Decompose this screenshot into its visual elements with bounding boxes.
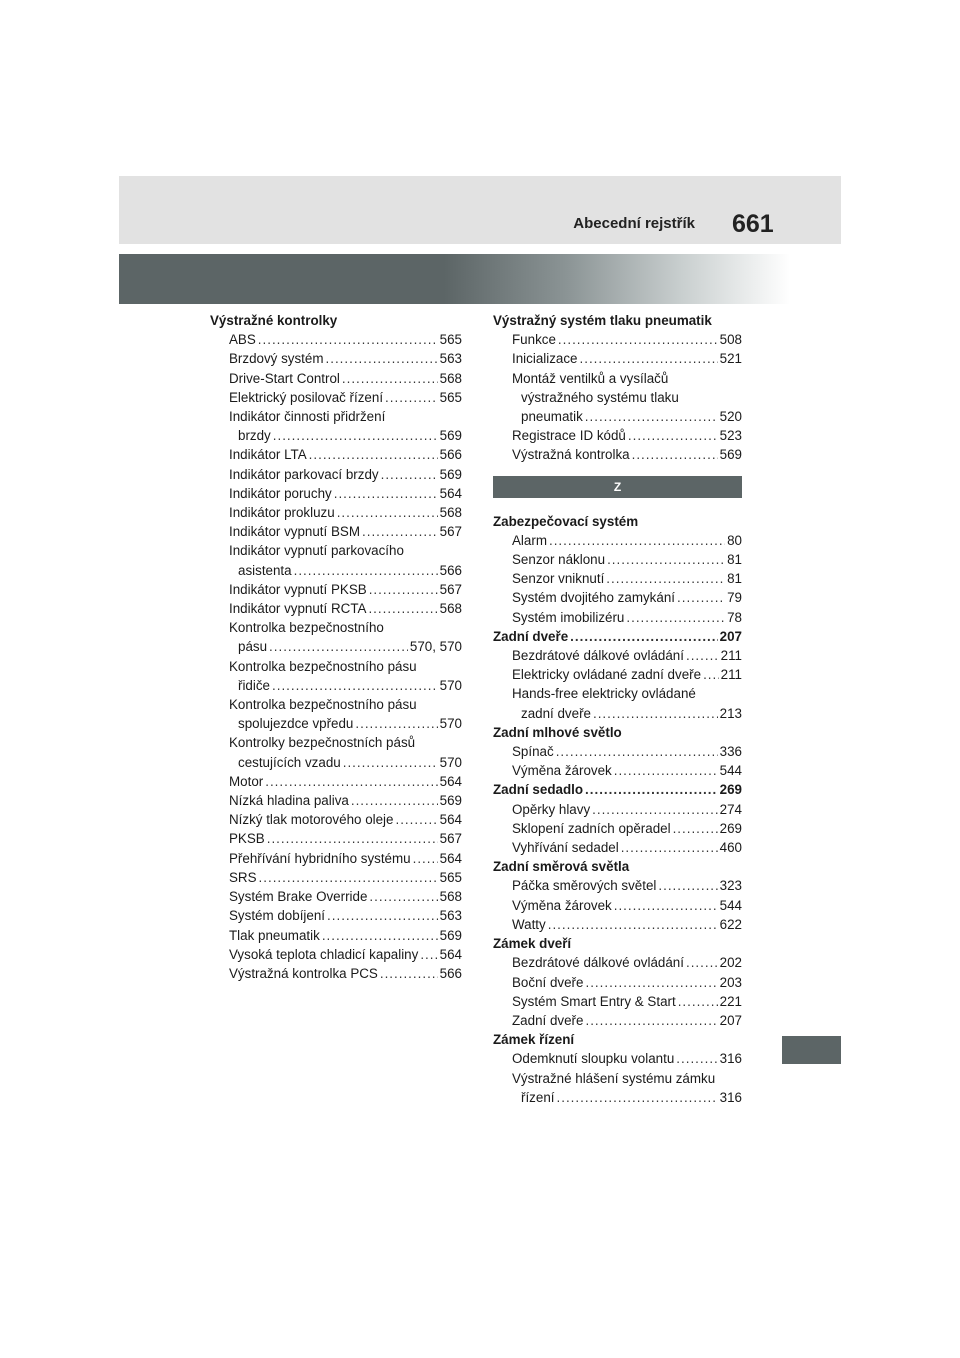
page-reference: 564 xyxy=(439,485,462,501)
page-reference: 568 xyxy=(439,370,462,386)
index-subentry xyxy=(493,953,742,972)
dot-leader xyxy=(585,1011,717,1030)
index-subentry xyxy=(493,742,742,761)
page-reference: 570 xyxy=(439,716,462,732)
entry-text: Indikátor vypnutí BSM xyxy=(229,524,360,540)
page-reference: 80 xyxy=(727,532,742,548)
page-reference: 78 xyxy=(727,609,742,625)
index-subentry xyxy=(210,753,462,772)
index-heading xyxy=(493,512,742,531)
index-subentry xyxy=(493,1088,742,1107)
page-reference: 569 xyxy=(719,447,742,463)
entry-text: ABS xyxy=(229,332,256,348)
entry-text: Spínač xyxy=(512,744,554,760)
index-subentry xyxy=(493,445,742,464)
dot-leader xyxy=(557,1088,718,1107)
entry-text: výstražného systému tlaku xyxy=(521,389,679,405)
index-subentry xyxy=(210,637,462,656)
dot-leader xyxy=(294,561,438,580)
entry-text: PKSB xyxy=(229,831,265,847)
dot-leader xyxy=(686,953,718,972)
entry-text: Sklopení zadních opěradel xyxy=(512,820,671,836)
entry-text: Senzor náklonu xyxy=(512,552,606,568)
page-reference: 523 xyxy=(719,428,742,444)
entry-text: Výstražný systém tlaku pneumatik xyxy=(493,313,712,328)
entry-text: Systém dobíjení xyxy=(229,908,326,924)
dot-leader xyxy=(385,388,438,407)
dot-leader xyxy=(369,580,438,599)
index-subentry xyxy=(210,714,462,733)
index-subentry xyxy=(210,522,462,541)
dot-leader xyxy=(621,838,718,857)
index-subentry xyxy=(493,684,742,703)
page-reference: 520 xyxy=(719,409,742,425)
page-reference: 460 xyxy=(719,840,742,856)
entry-text: Indikátor prokluzu xyxy=(229,505,335,521)
entry-text: Indikátor vypnutí parkovacího xyxy=(229,543,404,559)
dot-leader xyxy=(413,849,438,868)
entry-text: Systém Brake Override xyxy=(229,889,368,905)
index-subentry xyxy=(493,992,742,1011)
index-subentry xyxy=(210,465,462,484)
index-heading xyxy=(493,723,742,742)
page-reference: 569 xyxy=(439,793,462,809)
index-subentry xyxy=(493,646,742,665)
dot-leader xyxy=(686,646,719,665)
index-heading xyxy=(493,857,742,876)
entry-text: Výstražná kontrolka xyxy=(512,447,630,463)
entry-text: Kontrolka bezpečnostního pásu xyxy=(229,658,417,674)
entry-text: Elektricky ovládané zadní dveře xyxy=(512,667,702,683)
entry-text: Elektrický posilovač řízení xyxy=(229,389,384,405)
dot-leader xyxy=(673,819,718,838)
index-subentry xyxy=(210,561,462,580)
page-reference: 81 xyxy=(727,571,742,587)
dot-leader xyxy=(585,407,718,426)
index-subentry xyxy=(493,896,742,915)
index-subentry xyxy=(493,1011,742,1030)
page-reference: 336 xyxy=(719,744,742,760)
entry-text: Kontrolka bezpečnostního xyxy=(229,620,384,636)
index-subentry xyxy=(493,800,742,819)
index-subentry xyxy=(493,550,742,569)
index-subentry xyxy=(493,665,742,684)
dot-leader xyxy=(337,503,438,522)
dot-leader xyxy=(585,973,717,992)
entry-text: Kontrolky bezpečnostních pásů xyxy=(229,735,416,751)
entry-text: Watty xyxy=(512,916,546,932)
entry-text: Drive-Start Control xyxy=(229,370,340,386)
entry-text: Indikátor vypnutí PKSB xyxy=(229,581,367,597)
entry-text: Nízká hladina paliva xyxy=(229,793,349,809)
page-reference: 570 xyxy=(439,677,462,693)
entry-text: Výstražná kontrolka PCS xyxy=(229,965,378,981)
index-column-right xyxy=(493,311,742,1107)
page-reference: 569 xyxy=(439,927,462,943)
page-reference: 569 xyxy=(439,428,462,444)
page-reference: 566 xyxy=(439,562,462,578)
index-subentry xyxy=(210,964,462,983)
entry-text: Páčka směrových světel xyxy=(512,878,657,894)
index-subentry xyxy=(210,849,462,868)
page-reference: 569 xyxy=(439,466,462,482)
index-subentry xyxy=(210,829,462,848)
index-subentry xyxy=(210,887,462,906)
page-reference: 274 xyxy=(719,801,742,817)
entry-text: Inicializace xyxy=(512,351,578,367)
page-reference: 564 xyxy=(439,946,462,962)
entry-text: Vyhřívání sedadel xyxy=(512,840,619,856)
index-subentry xyxy=(493,407,742,426)
dot-leader xyxy=(368,599,437,618)
index-subentry xyxy=(210,580,462,599)
index-subentry xyxy=(493,973,742,992)
page-reference: 202 xyxy=(719,955,742,971)
entry-text: Systém dvojitého zamykání xyxy=(512,590,675,606)
dot-leader xyxy=(592,800,718,819)
dot-leader xyxy=(548,915,718,934)
dot-leader xyxy=(351,791,438,810)
dot-leader xyxy=(606,569,725,588)
page-reference: 269 xyxy=(719,820,742,836)
entry-text: SRS xyxy=(229,869,257,885)
page-reference: 622 xyxy=(719,916,742,932)
entry-text: Boční dveře xyxy=(512,974,584,990)
entry-text: Zámek řízení xyxy=(493,1032,575,1048)
page-reference: 563 xyxy=(439,351,462,367)
dot-leader xyxy=(265,772,437,791)
page-reference: 565 xyxy=(439,869,462,885)
index-subentry xyxy=(493,761,742,780)
dot-leader xyxy=(272,676,438,695)
entry-text: Senzor vniknutí xyxy=(512,571,605,587)
index-subentry xyxy=(493,330,742,349)
dot-leader xyxy=(549,531,725,550)
entry-text: pásu xyxy=(238,639,268,655)
entry-text: Systém Smart Entry & Start xyxy=(512,993,676,1009)
page-reference: 565 xyxy=(439,389,462,405)
page-reference: 564 xyxy=(439,773,462,789)
entry-text: Indikátor činnosti přidržení xyxy=(229,409,386,425)
page-reference: 79 xyxy=(727,590,742,606)
index-heading xyxy=(493,1030,742,1049)
page-reference: 566 xyxy=(439,965,462,981)
dot-leader xyxy=(309,445,438,464)
dot-leader xyxy=(558,330,718,349)
dot-leader xyxy=(259,868,438,887)
entry-text: Indikátor vypnutí RCTA xyxy=(229,601,367,617)
index-heading xyxy=(493,780,742,799)
index-subentry xyxy=(210,618,462,637)
page-number: 661 xyxy=(732,210,774,238)
index-column-left xyxy=(210,311,462,983)
index-heading xyxy=(493,934,742,953)
index-subentry xyxy=(210,599,462,618)
entry-text: Motor xyxy=(229,773,264,789)
entry-text: Kontrolka bezpečnostního pásu xyxy=(229,697,417,713)
entry-text: Zadní dveře xyxy=(512,1012,584,1028)
entry-text: pneumatik xyxy=(521,409,583,425)
index-subentry xyxy=(210,503,462,522)
index-heading xyxy=(210,311,462,330)
index-subentry xyxy=(493,588,742,607)
index-subentry xyxy=(210,541,462,560)
index-subentry xyxy=(493,876,742,895)
entry-text: Registrace ID kódů xyxy=(512,428,626,444)
dot-leader xyxy=(632,445,718,464)
dot-leader xyxy=(585,780,718,799)
index-subentry xyxy=(210,657,462,676)
page-reference: 567 xyxy=(439,524,462,540)
page-reference: 567 xyxy=(439,581,462,597)
dot-leader xyxy=(420,945,437,964)
dot-leader xyxy=(327,906,438,925)
page-reference: 570, 570 xyxy=(409,639,462,655)
page-reference: 544 xyxy=(719,897,742,913)
index-subentry xyxy=(493,1069,742,1088)
entry-text: Zadní sedadlo xyxy=(493,782,584,798)
index-subentry xyxy=(210,484,462,503)
entry-text: Opěrky hlavy xyxy=(512,801,591,817)
entry-text: Indikátor parkovací brzdy xyxy=(229,466,379,482)
entry-text: spolujezdce vpředu xyxy=(238,716,354,732)
entry-text: Vysoká teplota chladicí kapaliny xyxy=(229,946,419,962)
dot-leader xyxy=(556,742,718,761)
dot-leader xyxy=(614,761,718,780)
index-subentry xyxy=(210,868,462,887)
page-reference: 568 xyxy=(439,889,462,905)
index-subentry xyxy=(210,407,462,426)
entry-text: asistenta xyxy=(238,562,292,578)
dot-leader xyxy=(703,665,719,684)
index-entry-list xyxy=(493,311,742,465)
dot-leader xyxy=(658,876,717,895)
entry-text: Brzdový systém xyxy=(229,351,324,367)
dot-leader xyxy=(355,714,437,733)
entry-text: Funkce xyxy=(512,332,556,348)
index-subentry xyxy=(493,819,742,838)
page-reference: 213 xyxy=(719,705,742,721)
index-heading xyxy=(493,627,742,646)
page-reference: 565 xyxy=(439,332,462,348)
page-reference: 570 xyxy=(439,754,462,770)
dot-leader xyxy=(677,588,725,607)
dot-leader xyxy=(343,753,438,772)
page-reference: 568 xyxy=(439,505,462,521)
entry-text: Indikátor poruchy xyxy=(229,485,332,501)
index-subentry xyxy=(210,810,462,829)
page-reference: 207 xyxy=(719,628,742,644)
dot-leader xyxy=(607,550,725,569)
index-subentry xyxy=(210,926,462,945)
dot-leader xyxy=(322,926,438,945)
dot-leader xyxy=(273,426,438,445)
index-subentry xyxy=(210,330,462,349)
page-reference: 211 xyxy=(720,648,742,664)
index-entry-list xyxy=(210,311,462,983)
dot-leader xyxy=(676,1049,717,1068)
entry-text: zadní dveře xyxy=(521,705,591,721)
entry-text: Systém imobilizéru xyxy=(512,609,625,625)
page-reference: 567 xyxy=(439,831,462,847)
index-subentry xyxy=(210,349,462,368)
page-reference: 566 xyxy=(439,447,462,463)
entry-text: Výměna žárovek xyxy=(512,763,612,779)
index-subentry xyxy=(493,915,742,934)
entry-text: řidiče xyxy=(238,677,270,693)
page-reference: 563 xyxy=(439,908,462,924)
index-subentry xyxy=(210,388,462,407)
section-title: Abecední rejstřík xyxy=(573,215,695,232)
entry-text: Alarm xyxy=(512,532,547,548)
page-reference: 568 xyxy=(439,601,462,617)
index-subentry xyxy=(210,695,462,714)
dot-leader xyxy=(395,810,437,829)
index-subentry xyxy=(493,1049,742,1068)
dot-leader xyxy=(369,887,437,906)
page-reference: 81 xyxy=(727,552,742,568)
index-subentry xyxy=(493,349,742,368)
entry-text: Zabezpečovací systém xyxy=(493,513,639,529)
page-reference: 316 xyxy=(719,1051,742,1067)
index-subentry xyxy=(493,838,742,857)
dot-leader xyxy=(580,349,718,368)
entry-text: Bezdrátové dálkové ovládání xyxy=(512,648,684,664)
index-subentry xyxy=(493,369,742,388)
index-subentry xyxy=(493,426,742,445)
entry-text: Zadní mlhové světlo xyxy=(493,724,622,740)
index-subentry xyxy=(210,945,462,964)
entry-text: Zadní dveře xyxy=(493,628,569,644)
dot-leader xyxy=(381,465,438,484)
index-subentry xyxy=(210,906,462,925)
index-subentry xyxy=(493,388,742,407)
page-reference: 544 xyxy=(719,763,742,779)
page-reference: 316 xyxy=(719,1089,742,1105)
page-reference: 211 xyxy=(720,667,742,683)
dot-leader xyxy=(267,829,438,848)
thumb-index-tab xyxy=(782,1036,841,1064)
index-heading xyxy=(493,311,742,330)
dot-leader xyxy=(628,426,718,445)
entry-text: Zámek dveří xyxy=(493,936,572,952)
entry-text: brzdy xyxy=(238,428,271,444)
dot-leader xyxy=(593,704,718,723)
page-reference: 203 xyxy=(719,974,742,990)
entry-text: řízení xyxy=(521,1089,555,1105)
entry-text: Montáž ventilků a vysílačů xyxy=(512,370,669,386)
dot-leader xyxy=(258,330,438,349)
entry-text: Výstražné hlášení systému zámku xyxy=(512,1070,716,1086)
entry-text: Indikátor LTA xyxy=(229,447,307,463)
entry-text: Výstražné kontrolky xyxy=(210,313,338,328)
letter-section-header: Z xyxy=(493,476,742,498)
index-subentry xyxy=(493,569,742,588)
index-subentry xyxy=(210,791,462,810)
dot-leader xyxy=(334,484,438,503)
dot-leader xyxy=(678,992,718,1011)
page-reference: 564 xyxy=(439,812,462,828)
entry-text: Bezdrátové dálkové ovládání xyxy=(512,955,684,971)
dot-leader xyxy=(614,896,718,915)
page-reference: 508 xyxy=(719,332,742,348)
page-reference: 323 xyxy=(719,878,742,894)
dot-leader xyxy=(342,369,438,388)
index-subentry xyxy=(210,676,462,695)
entry-text: Odemknutí sloupku volantu xyxy=(512,1051,675,1067)
page-reference: 269 xyxy=(719,782,742,798)
index-subentry xyxy=(493,608,742,627)
index-subentry xyxy=(210,445,462,464)
index-subentry xyxy=(210,369,462,388)
dot-leader xyxy=(570,627,717,646)
index-subentry xyxy=(493,704,742,723)
entry-text: Přehřívání hybridního systému xyxy=(229,850,411,866)
entry-text: Tlak pneumatik xyxy=(229,927,320,943)
dot-leader xyxy=(326,349,438,368)
dot-leader xyxy=(626,608,725,627)
entry-text: Výměna žárovek xyxy=(512,897,612,913)
index-subentry xyxy=(210,772,462,791)
decorative-gradient-band xyxy=(119,254,841,304)
index-subentry xyxy=(210,426,462,445)
entry-text: Zadní směrová světla xyxy=(493,859,630,875)
entry-text: cestujících vzadu xyxy=(238,754,341,770)
dot-leader xyxy=(380,964,438,983)
dot-leader xyxy=(269,637,408,656)
page-reference: 221 xyxy=(719,993,742,1009)
index-subentry xyxy=(210,733,462,752)
page-reference: 521 xyxy=(719,351,742,367)
page-reference: 564 xyxy=(439,850,462,866)
entry-text: Hands-free elektricky ovládané xyxy=(512,686,696,702)
entry-text: Nízký tlak motorového oleje xyxy=(229,812,394,828)
page-reference: 207 xyxy=(719,1012,742,1028)
dot-leader xyxy=(362,522,438,541)
index-entry-list xyxy=(493,512,742,1107)
index-subentry xyxy=(493,531,742,550)
